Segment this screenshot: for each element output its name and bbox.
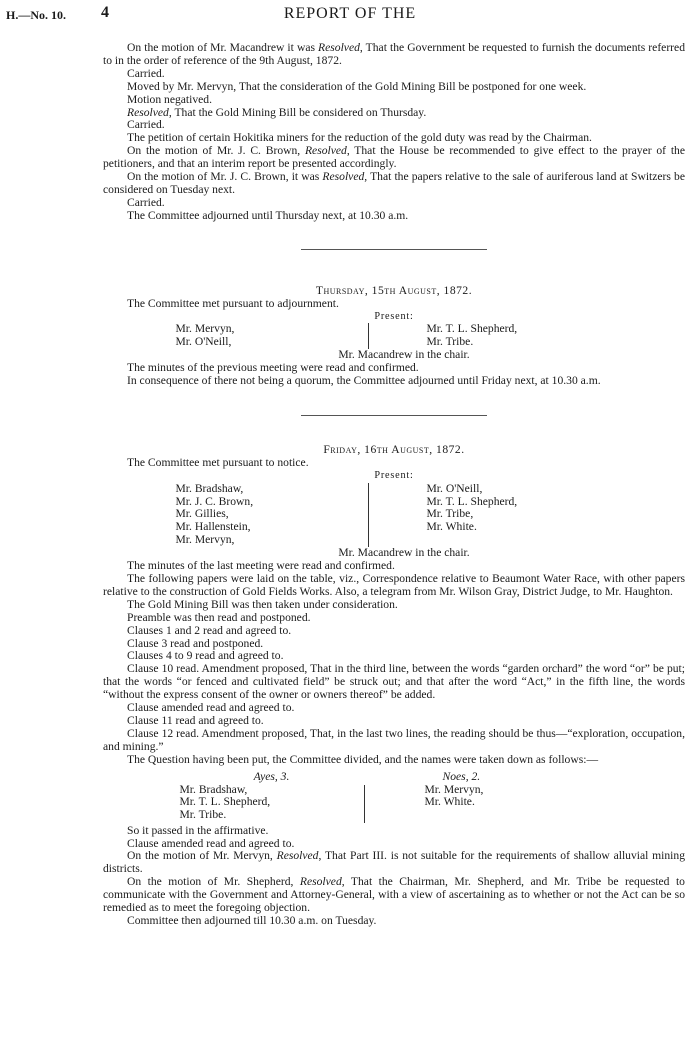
minutes-paragraph: [103, 754, 685, 767]
paragraph-text: On the motion of Mr. Macandrew it was: [127, 41, 319, 54]
minutes-paragraph: [103, 107, 685, 120]
page-header: [6, 4, 694, 25]
member-name: Mr. Hallenstein,: [175, 520, 251, 534]
member-name: Mr. White.: [424, 795, 475, 809]
present-heading: Present:: [374, 310, 414, 322]
paragraph-text: On the motion of Mr. Shepherd,: [127, 875, 300, 889]
paragraph-text: On the motion of Mr. J. C. Brown, it was: [127, 170, 323, 184]
member-name: Mr. Bradshaw,: [179, 782, 248, 796]
paragraph-text: Clauses 1 and 2 read and agreed to.: [127, 623, 292, 637]
paragraph-text: The Question having been put, the Committee divided, and the names were taken down as follows:—: [127, 752, 599, 766]
paragraph-list: [103, 560, 685, 767]
chair-line: Mr. Macandrew in the chair.: [338, 348, 470, 362]
section-minutes-continued: [103, 42, 685, 223]
member-name: Mr. Tribe.: [426, 335, 474, 349]
paragraph-text: Clause 11 read and agreed to.: [127, 713, 264, 727]
paragraph-text: , That the papers relative to the sale of auriferous land at Switzers be considered on Tuesday next.: [103, 170, 685, 196]
paragraph-text: In consequence of there not being a quorum, the Committee adjourned until Friday next, at 10.30 a.m.: [127, 374, 601, 388]
paragraph-text: , That the House be recommended to give effect to the prayer of the petitioners, and that an interim report be presented accordingly.: [103, 144, 685, 171]
paragraph-text: The minutes of the last meeting were read and confirmed.: [127, 559, 395, 573]
minutes-paragraph: [103, 728, 685, 754]
resolved-keyword: Resolved: [299, 875, 342, 889]
document-body: [103, 42, 685, 928]
member-name: Mr. T. L. Shepherd,: [426, 494, 518, 508]
ayes-column: [180, 771, 364, 823]
member-name: Mr. J. C. Brown,: [175, 494, 254, 508]
minutes-paragraph: [103, 573, 685, 599]
paragraph-text: Clauses 4 to 9 read and agreed to.: [127, 649, 284, 663]
paragraph-text: The Gold Mining Bill was then taken under consideration.: [127, 597, 398, 611]
division-list: [103, 771, 685, 823]
member-name: Mr. Tribe,: [426, 507, 474, 521]
members-present: [103, 483, 685, 548]
members-present: [103, 323, 685, 349]
paragraph-text: The Committee adjourned until Thursday next, at 10.30 a.m.: [127, 208, 409, 222]
paragraph-text: Carried.: [127, 118, 165, 132]
minutes-paragraph: [103, 915, 685, 928]
meeting-opening: The Committee met pursuant to notice.: [127, 455, 309, 469]
member-name: Mr. Mervyn,: [175, 322, 235, 336]
paragraph-list: [103, 42, 685, 223]
minutes-paragraph: [103, 210, 685, 223]
noes-names: [425, 784, 609, 810]
member-name: Mr. Gillies,: [175, 507, 229, 521]
paragraph-text: The petition of certain Hokitika miners for the reduction of the gold duty was read by the Chairman.: [127, 131, 592, 145]
resolved-keyword: Resolved: [318, 41, 360, 54]
members-right-column: [369, 483, 613, 548]
minutes-paragraph: [103, 663, 685, 702]
paragraph-text: Clause amended read and agreed to.: [127, 836, 295, 850]
member-name: Mr. White.: [426, 520, 477, 534]
members-left-column: [176, 323, 368, 349]
paragraph-text: Clause amended read and agreed to.: [127, 701, 295, 715]
member-name: Mr. T. L. Shepherd,: [426, 322, 518, 336]
minutes-paragraph: [103, 42, 685, 68]
paragraph-text: Carried.: [127, 195, 165, 209]
paragraph-text: On the motion of Mr. J. C. Brown,: [127, 144, 305, 158]
paragraph-list: [103, 825, 685, 928]
minutes-paragraph: [103, 375, 685, 388]
members-left-column: [176, 483, 368, 548]
meeting-date: Thursday, 15th August, 1872.: [315, 283, 473, 297]
member-name: Mr. T. L. Shepherd,: [179, 795, 271, 809]
paragraph-text: Carried.: [127, 66, 165, 80]
member-name: Mr. Mervyn,: [175, 533, 235, 547]
meeting-opening: The Committee met pursuant to adjournment.: [127, 296, 339, 310]
chair-line: Mr. Macandrew in the chair.: [338, 546, 470, 560]
paragraph-text: On the motion of Mr. Mervyn,: [127, 849, 277, 863]
section-thursday-meeting: [103, 285, 685, 388]
paragraph-text: The following papers were laid on the table, viz., Correspondence relative to Beaumont Water Race, with other papers relative to the construction of Gold Fields Works. Also, a telegram from Mr. Wilson Gray, District Judge, to Mr. Haughton.: [103, 572, 685, 598]
page-number: 4: [101, 4, 109, 21]
document-reference: H.—No. 10.: [6, 8, 66, 22]
paragraph-text: , That the Gold Mining Bill be considered on Thursday.: [168, 105, 427, 119]
minutes-paragraph: [103, 171, 685, 197]
paragraph-text: Clause 10 read. Amendment proposed, That in the third line, between the words “garden orchard” the word “or” be put; that the words “or fenced and cultivated field” be struck out; and that after the word “Act,” in the fifth line, the words “without the express consent of the owner or owners thereof” be added.: [103, 662, 685, 702]
minutes-paragraph: [103, 876, 685, 915]
member-name: Mr. Bradshaw,: [175, 481, 244, 495]
noes-column: [365, 771, 609, 823]
paragraph-text: , That the Government be requested to furnish the documents referred to in the order of reference of the 9th August, 1872.: [103, 41, 685, 67]
ayes-names: [180, 784, 364, 823]
paragraph-text: Motion negatived.: [127, 92, 213, 106]
member-name: Mr. O'Neill,: [426, 481, 483, 495]
resolved-keyword: Resolved: [304, 144, 347, 158]
minutes-paragraph: [103, 145, 685, 171]
ayes-heading: Ayes, 3.: [253, 769, 290, 783]
members-right-column: [369, 323, 613, 349]
present-heading: Present:: [374, 469, 414, 481]
paragraph-text: Clause 3 read and postponed.: [127, 636, 264, 650]
minutes-paragraph: [103, 850, 685, 876]
paragraph-text: , That Part III. is not suitable for the requirements of shallow alluvial mining districts.: [103, 849, 686, 876]
paragraph-text: So it passed in the affirmative.: [127, 823, 269, 837]
member-name: Mr. O'Neill,: [175, 335, 232, 349]
paragraph-text: Moved by Mr. Mervyn, That the consideration of the Gold Mining Bill be postponed for one week.: [127, 79, 587, 93]
paragraph-text: Preamble was then read and postponed.: [127, 610, 311, 624]
section-friday-meeting: [103, 444, 685, 928]
resolved-keyword: Resolved: [127, 105, 169, 119]
member-name: Mr. Mervyn,: [424, 782, 484, 796]
resolved-keyword: Resolved: [276, 849, 319, 863]
page-title: REPORT OF THE: [283, 5, 417, 22]
paragraph-text: Committee then adjourned till 10.30 a.m. on Tuesday.: [127, 913, 377, 927]
paragraph-text: The minutes of the previous meeting were read and confirmed.: [127, 361, 419, 375]
meeting-date: Friday, 16th August, 1872.: [323, 442, 465, 456]
paragraph-text: , That the Chairman, Mr. Shepherd, and Mr. Tribe be requested to communicate with the Government and Attorney-General, with a view of ascertaining as to whether or not the Act can be so remedied as to meet the foregoing objection.: [103, 875, 685, 915]
paragraph-text: Clause 12 read. Amendment proposed, That, in the last two lines, the reading should be thus—“exploration, occupation, and mining.”: [103, 726, 685, 753]
member-name: Mr. Tribe.: [179, 808, 227, 822]
resolved-keyword: Resolved: [322, 170, 365, 184]
noes-heading: Noes, 2.: [442, 769, 481, 783]
paragraph-list: [103, 362, 685, 388]
